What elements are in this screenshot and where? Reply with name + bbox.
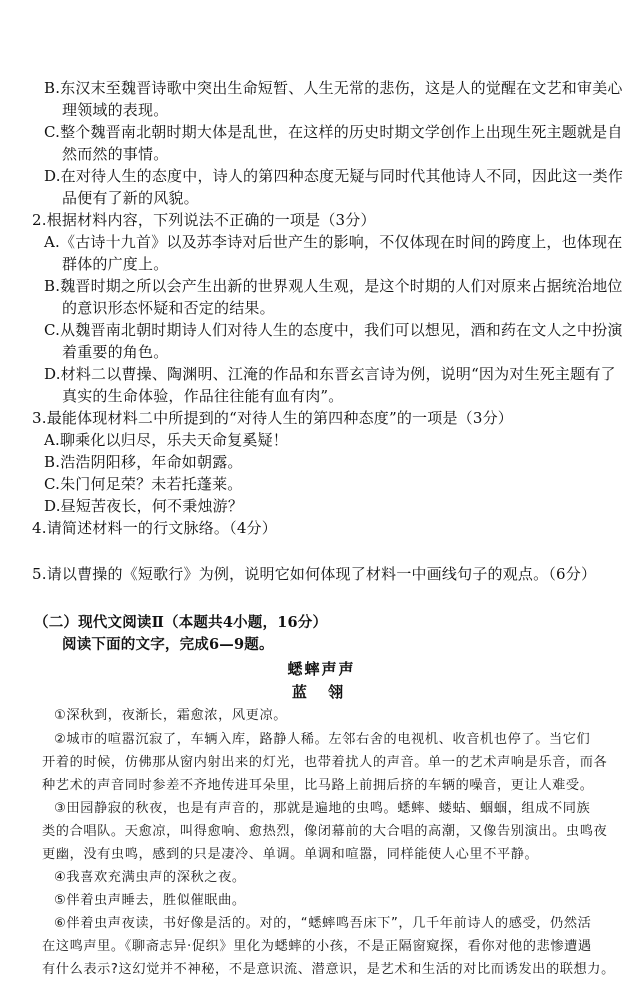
q3-option-c: C.朱门何足荣？未若托蓬莱。 (44, 475, 243, 493)
article-paragraph-5: ⑤伴着虫声睡去，胜似催眠曲。 (54, 893, 246, 908)
q2-option-a-line2: 群体的广度上。 (62, 255, 169, 273)
q2-option-b-line1: B.魏晋时期之所以会产生出新的世界观人生观，是这个时期的人们对原来占据统治地位 (44, 277, 623, 295)
q2-option-d-line2: 真实的生命体验，作品往往能有血有肉”。 (62, 387, 344, 405)
article-paragraph-3-line1: ③田园静寂的秋夜，也是有声音的，那就是遍地的虫鸣。蟋蟀、蝼蛄、蝈蝈，组成不同族 (54, 801, 591, 816)
section-instruction: 阅读下面的文字，完成6—9题。 (62, 636, 274, 653)
article-author: 蓝 翎 (291, 683, 352, 701)
article-paragraph-6-line1: ⑥伴着虫声夜读，书好像是活的。对的，“蟋蟀鸣吾床下”，几千年前诗人的感受，仍然活 (54, 916, 592, 931)
q1-option-d-line2: 品便有了新的风貌。 (62, 189, 199, 207)
q2-option-c-line1: C.从魏晋南北朝时期诗人们对待人生的态度中，我们可以想见，酒和药在文人之中扮演 (44, 321, 623, 339)
q3-option-a: A.聊乘化以归尽，乐夫天命复奚疑！ (44, 431, 289, 449)
q2-option-d-line1: D.材料二以曹操、陶渊明、江淹的作品和东晋玄言诗为例，说明“因为对生死主题有了 (44, 365, 616, 383)
article-title: 蟋蟀声声 (287, 660, 356, 678)
q4-stem: 4.请简述材料一的行文脉络。（4分） (32, 519, 277, 537)
q2-option-c-line2: 着重要的角色。 (62, 343, 169, 361)
article-paragraph-6-line3: 有什么表示?这幻觉并不神秘，不是意识流、潜意识，是艺术和生活的对比而诱发出的联想力。 (42, 962, 615, 977)
article-paragraph-4: ④我喜欢充满虫声的深秋之夜。 (54, 870, 246, 885)
q1-option-b-line2: 理领域的表现。 (62, 101, 169, 119)
article-paragraph-2-line1: ②城市的喧嚣沉寂了，车辆入库，路静人稀。左邻右舍的电视机、收音机也停了。当它们 (54, 732, 591, 747)
q1-option-d-line1: D.在对待人生的态度中，诗人的第四种态度无疑与同时代其他诗人不同，因此这一类作 (44, 167, 624, 185)
article-paragraph-3-line3: 更幽，没有虫鸣，感到的只是凄冷、单调。单调和喧嚣，同样能使人心里不平静。 (42, 847, 539, 862)
q2-option-b-line2: 的意识形态怀疑和否定的结果。 (62, 299, 275, 317)
q1-option-c-line1: C.整个魏晋南北朝时期大体是乱世，在这样的历史时期文学创作上出现生死主题就是自 (44, 123, 623, 141)
article-paragraph-3-line2: 类的合唱队。天愈凉，叫得愈响、愈热烈，像闭幕前的大合唱的高潮，又像告别演出。虫鸣夜 (42, 824, 608, 839)
q3-option-d: D.昼短苦夜长，何不秉烛游？ (44, 497, 244, 515)
q2-stem: 2.根据材料内容，下列说法不正确的一项是（3分） (32, 211, 376, 229)
article-paragraph-2-line2: 开着的时候，仿佛那从窗内射出来的灯光，也带着扰人的声音。单一的艺术声响是乐音，而各 (42, 755, 608, 770)
article-paragraph-1: ①深秋到，夜渐长，霜愈浓，风更凉。 (54, 708, 288, 723)
q3-option-b: B.浩浩阴阳移，年命如朝露。 (44, 453, 243, 471)
q1-option-c-line2: 然而然的事情。 (62, 145, 169, 163)
q3-stem: 3.最能体现材料二中所提到的“对待人生的第四种态度”的一项是（3分） (32, 409, 513, 427)
q2-option-a-line1: A.《古诗十九首》以及苏李诗对后世产生的影响，不仅体现在时间的跨度上，也体现在 (44, 233, 623, 251)
article-paragraph-2-line3: 种艺术的声音同时参差不齐地传进耳朵里，比马路上前拥后挤的车辆的噪音，更让人难受。 (42, 778, 594, 793)
q5-stem: 5.请以曹操的《短歌行》为例，说明它如何体现了材料一中画线句子的观点。（6分） (32, 565, 597, 583)
q1-option-b-line1: B.东汉末至魏晋诗歌中突出生命短暂、人生无常的悲伤，这是人的觉醒在文艺和审美心 (44, 79, 623, 97)
section-heading: （二）现代文阅读Ⅱ（本题共4小题，16分） (34, 614, 328, 631)
article-paragraph-6-line2: 在这鸣声里。《聊斋志异·促织》里化为蟋蟀的小孩，不是正隔窗窥探，看你对他的悲惨遭遇 (42, 939, 592, 954)
